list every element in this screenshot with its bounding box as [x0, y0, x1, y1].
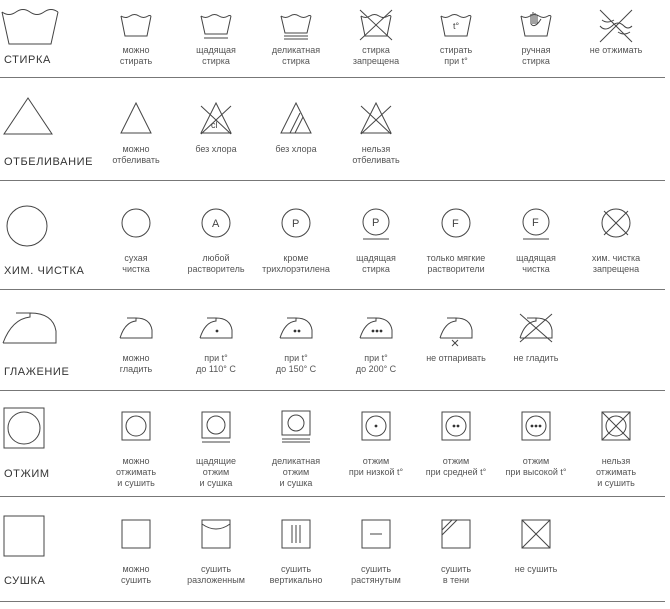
- caption: не отжимать: [589, 45, 643, 55]
- symbol-text: P: [372, 217, 380, 229]
- no-bleach-icon: [358, 100, 394, 136]
- caption: стирать при t°: [439, 45, 473, 66]
- symbol-text: P: [292, 218, 300, 230]
- row-divider: [0, 601, 665, 602]
- no-steam-icon: [438, 310, 474, 346]
- caption: нельзя отбеливать: [352, 144, 400, 165]
- caption: можно сушить: [120, 564, 152, 585]
- caption: отжим при средней t°: [425, 456, 487, 477]
- tumble-low-heat-icon: [358, 408, 394, 444]
- wash-gentle-icon: [198, 8, 234, 44]
- bleach-allowed-icon: [118, 100, 154, 136]
- dry-flat-icon: [198, 516, 234, 552]
- tumble-allowed-icon: [118, 408, 154, 444]
- caption: при t° до 110° С: [196, 353, 236, 374]
- no-tumble-icon: [598, 408, 634, 444]
- tumble-gentle-icon: [198, 408, 234, 444]
- dry-clean-f-icon: [438, 205, 474, 241]
- dry-shade-icon: [438, 516, 474, 552]
- caption: сушить вертикально: [269, 564, 323, 585]
- drying-square-icon: [0, 512, 60, 572]
- caption: сухая чистка: [122, 253, 150, 274]
- caption: сушить растянутым: [351, 564, 401, 585]
- wash-tub-icon: [0, 2, 60, 62]
- iron-one-dot-icon: [198, 310, 234, 346]
- row-title: ОТЖИМ: [4, 468, 50, 480]
- tumble-medium-heat-icon: [438, 408, 474, 444]
- row-title: ГЛАЖЕНИЕ: [4, 366, 70, 378]
- caption: не гладить: [513, 353, 559, 363]
- dry-clean-p-icon: [278, 205, 314, 241]
- row-divider: [0, 77, 665, 78]
- tumble-dry-square-icon: [0, 404, 60, 464]
- iron-two-dots-icon: [278, 310, 314, 346]
- caption: сушить разложенным: [187, 564, 245, 585]
- caption: нельзя отжимать и сушить: [595, 456, 637, 488]
- dry-clean-circle-icon: [0, 196, 60, 256]
- no-iron-icon: [518, 310, 554, 346]
- dry-clean-icon: [118, 205, 154, 241]
- row-title: ХИМ. ЧИСТКА: [4, 265, 85, 277]
- caption: сушить в тени: [440, 564, 472, 585]
- wash-temperature-icon: [438, 8, 474, 44]
- dry-allowed-icon: [118, 516, 154, 552]
- wash-forbidden-icon: [358, 8, 394, 44]
- caption: можно гладить: [119, 353, 153, 374]
- no-dry-icon: [518, 516, 554, 552]
- tumble-high-heat-icon: [518, 408, 554, 444]
- caption: можно стирать: [119, 45, 153, 66]
- caption: щадящая чистка: [516, 253, 556, 274]
- oxygen-bleach-icon: [278, 100, 314, 136]
- caption: только мягкие растворители: [426, 253, 486, 274]
- caption: без хлора: [275, 144, 317, 154]
- caption: отжим при высокой t°: [505, 456, 567, 477]
- iron-icon: [0, 303, 60, 363]
- bleach-triangle-icon: [0, 94, 60, 154]
- caption: любой растворитель: [187, 253, 245, 274]
- dry-clean-f-gentle-icon: [518, 205, 554, 241]
- symbol-text: F: [452, 218, 459, 230]
- caption: кроме трихлорэтилена: [262, 253, 330, 274]
- drip-dry-icon: [278, 516, 314, 552]
- symbol-text: A: [212, 218, 220, 230]
- row-divider: [0, 390, 665, 391]
- caption: щадящие отжим и сушка: [196, 456, 236, 488]
- dry-clean-p-gentle-icon: [358, 205, 394, 241]
- symbol-text: cl: [211, 120, 218, 130]
- wash-normal-icon: [118, 8, 154, 44]
- caption: деликатная отжим и сушка: [271, 456, 321, 488]
- caption: стирка запрещена: [352, 45, 400, 66]
- row-title: СУШКА: [4, 575, 46, 587]
- caption: ручная стирка: [521, 45, 551, 66]
- dry-stretched-icon: [358, 516, 394, 552]
- wash-delicate-icon: [278, 8, 314, 44]
- caption: отжим при низкой t°: [348, 456, 404, 477]
- row-title: СТИРКА: [4, 54, 51, 66]
- row-divider: [0, 289, 665, 290]
- no-dry-clean-icon: [598, 205, 634, 241]
- caption: хим. чистка запрещена: [591, 253, 641, 274]
- tumble-delicate-icon: [278, 408, 314, 444]
- caption: можно отбеливать: [112, 144, 160, 165]
- row-divider: [0, 496, 665, 497]
- caption: не сушить: [514, 564, 558, 574]
- iron-allowed-icon: [118, 310, 154, 346]
- no-chlorine-icon: [198, 100, 234, 136]
- caption: деликатная стирка: [271, 45, 321, 66]
- caption: щадящая стирка: [196, 45, 236, 66]
- caption: без хлора: [195, 144, 237, 154]
- no-wring-icon: [598, 8, 634, 44]
- row-title: ОТБЕЛИВАНИЕ: [4, 156, 94, 168]
- symbol-text: F: [532, 217, 539, 229]
- dry-clean-a-icon: [198, 205, 234, 241]
- iron-three-dots-icon: [358, 310, 394, 346]
- caption: при t° до 150° С: [275, 353, 317, 374]
- caption: можно отжимать и сушить: [115, 456, 157, 488]
- row-divider: [0, 180, 665, 181]
- caption: при t° до 200° С: [355, 353, 397, 374]
- caption: щадящая стирка: [356, 253, 396, 274]
- caption: не отпаривать: [426, 353, 486, 363]
- symbol-text: t°: [453, 21, 460, 31]
- hand-wash-icon: [518, 8, 554, 44]
